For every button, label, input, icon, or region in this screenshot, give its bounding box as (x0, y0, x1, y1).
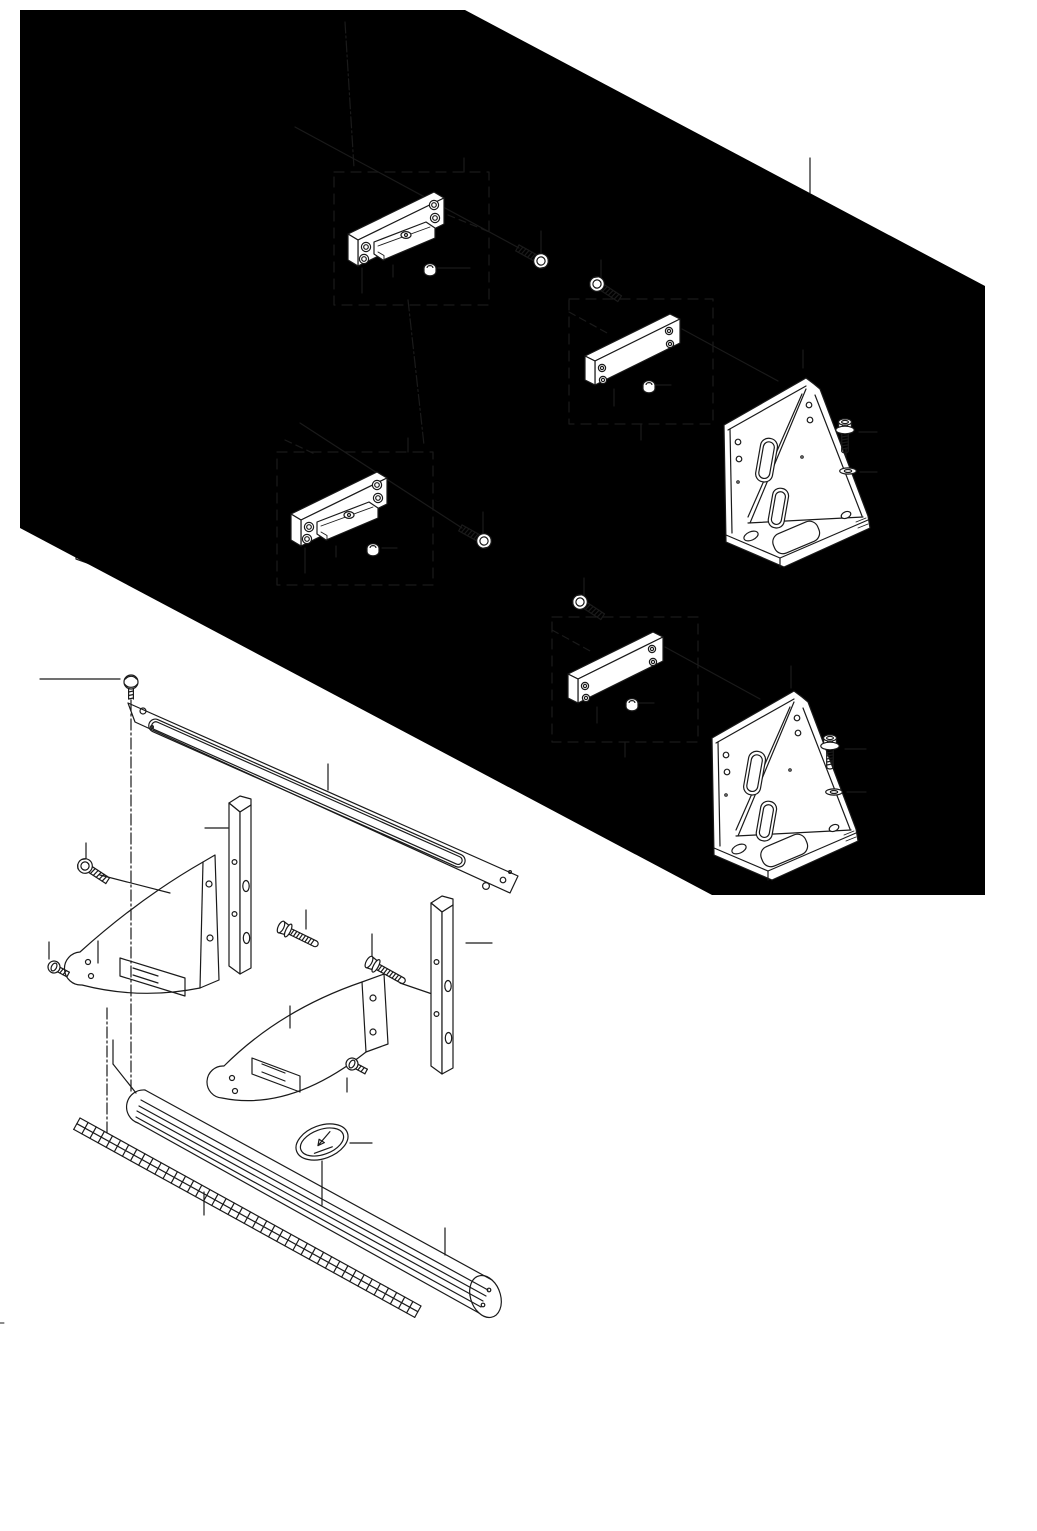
long-hex-bolt-icon (275, 919, 321, 951)
strip-tick (220, 1199, 226, 1210)
strip-tick (147, 1158, 153, 1169)
strip-tick (342, 1266, 348, 1277)
strip-tick (98, 1131, 104, 1142)
strip-tick (228, 1203, 234, 1214)
feed-direction-symbol (291, 1117, 353, 1166)
strip-tick (334, 1261, 340, 1272)
bottom-assembly (46, 675, 518, 1317)
explosion-axis-line (100, 875, 170, 893)
strip-tick (317, 1252, 323, 1263)
strip-tick (131, 1149, 137, 1160)
strip-tick (407, 1302, 413, 1313)
strip-tick (122, 1145, 128, 1156)
strip-tick (374, 1284, 380, 1295)
pan-screw-icon (46, 959, 71, 980)
curved-bracket-right (207, 974, 388, 1101)
strip-tick (309, 1248, 315, 1259)
explosion-axis-line (113, 1064, 136, 1093)
strip-tick (114, 1140, 120, 1151)
strip-tick (398, 1297, 404, 1308)
strip-tick (196, 1185, 202, 1196)
strip-tick (285, 1234, 291, 1245)
curved-bracket-left (64, 855, 219, 996)
strip-tick (139, 1154, 145, 1165)
strip-tick (301, 1243, 307, 1254)
washer-icon (840, 468, 857, 474)
strip-tick (269, 1225, 275, 1236)
strip-tick (155, 1163, 161, 1174)
strip-tick (277, 1230, 283, 1241)
strip-tick (244, 1212, 250, 1223)
segmented-strip (74, 1118, 421, 1317)
strip-tick (382, 1288, 388, 1299)
strip-tick (358, 1275, 364, 1286)
strip-tick (82, 1122, 88, 1133)
strip-tick (293, 1239, 299, 1250)
strip-tick (179, 1176, 185, 1187)
truss-screw-icon (124, 675, 138, 699)
support-post-right (431, 896, 453, 1074)
strip-tick (236, 1208, 242, 1219)
long-hex-bolt-icon (363, 955, 408, 988)
strip-tick (260, 1221, 266, 1232)
strip-tick (366, 1279, 372, 1290)
strip-tick (415, 1306, 421, 1317)
strip-tick (74, 1118, 80, 1129)
socket-screw-icon (75, 856, 112, 887)
strip-tick (350, 1270, 356, 1281)
strip-tick (252, 1216, 258, 1227)
strip-tick (106, 1136, 112, 1147)
washer-icon (826, 789, 843, 795)
strip-tick (90, 1127, 96, 1138)
strip-tick (212, 1194, 218, 1205)
strip-tick (163, 1167, 169, 1178)
ribbed-rail (127, 1090, 502, 1318)
strip-tick (187, 1181, 193, 1192)
strip-tick (171, 1172, 177, 1183)
strip-tick (390, 1293, 396, 1304)
support-post-left (229, 796, 251, 974)
strip-tick (325, 1257, 331, 1268)
